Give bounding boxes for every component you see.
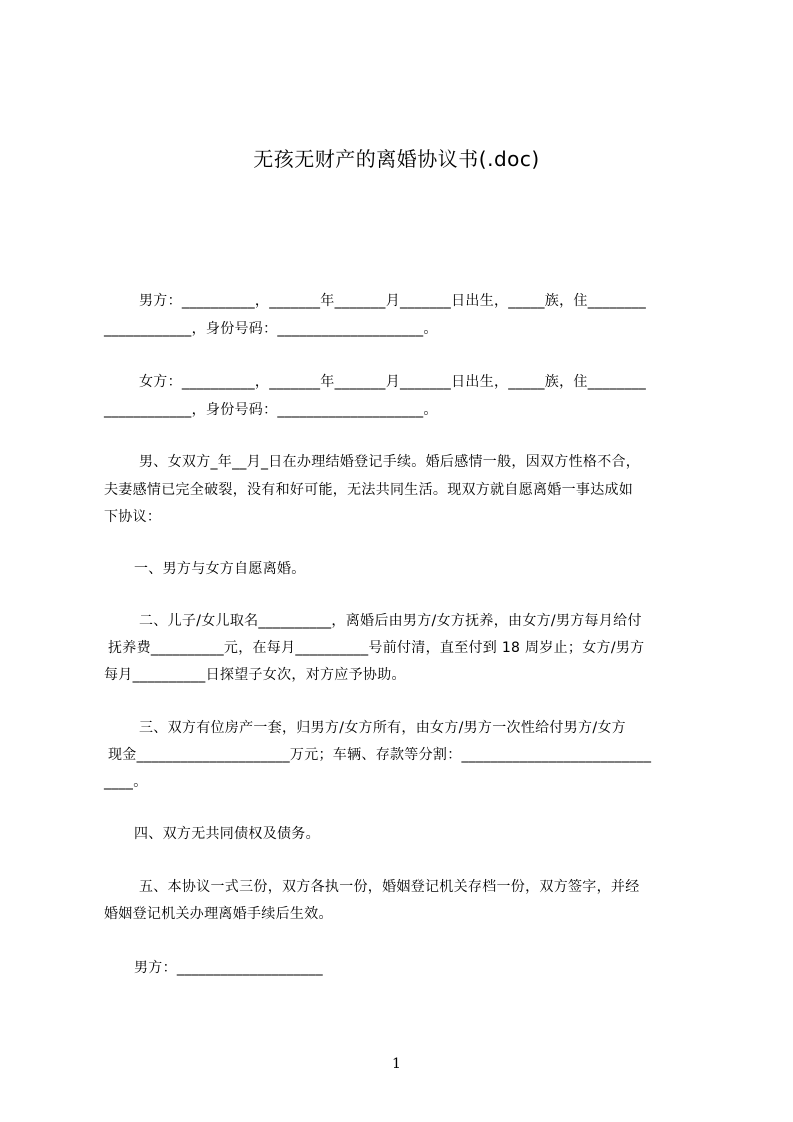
preamble-line-1: 男、女双方_年__月_日在办理结婚登记手续。婚后感情一般，因双方性格不合， <box>139 454 641 470</box>
clause-5-line-2: 婚姻登记机关办理离婚手续后生效。 <box>104 906 333 922</box>
male-signature-line: 男方：____________________ <box>134 960 323 976</box>
clause-5-line-1: 五、本协议一式三份，双方各执一份，婚姻登记机关存档一份，双方签字，并经 <box>139 879 640 895</box>
preamble-line-2: 夫妻感情已完全破裂，没有和好可能，无法共同生活。现双方就自愿离婚一事达成如 <box>104 482 634 498</box>
clause-2-line-2: 抚养费__________元，在每月__________号前付清，直至付到 18 周岁止；女方/男方 <box>108 640 645 656</box>
clause-2-line-3: 每月__________日探望子女次，对方应予协助。 <box>104 667 406 683</box>
male-party-line-1: 男方：__________，_______年_______月_______日出生，_____族，住________ <box>139 293 647 309</box>
male-party-line-2: ____________，身份号码：____________________。 <box>104 321 438 337</box>
clause-4: 四、双方无共同债权及债务。 <box>134 826 320 842</box>
page-number: 1 <box>392 1056 401 1072</box>
clause-3-line-2: 现金_____________________万元；车辆、存款等分割：__________________________ <box>108 747 652 763</box>
female-party-line-1: 女方：__________，_______年_______月_______日出生，_____族，住________ <box>139 374 647 390</box>
clause-3-line-3: ____。 <box>104 774 148 790</box>
clause-2-line-1: 二、儿子/女儿取名__________，离婚后由男方/女方抚养，由女方/男方每月给付 <box>139 613 642 629</box>
female-party-line-2: ____________，身份号码：____________________。 <box>104 402 438 418</box>
document-title: 无孩无财产的离婚协议书(.doc) <box>253 147 540 171</box>
preamble-line-3: 下协议： <box>104 509 162 525</box>
clause-3-line-1: 三、双方有位房产一套，归男方/女方所有，由女方/男方一次性给付男方/女方 <box>139 720 626 736</box>
clause-1: 一、男方与女方自愿离婚。 <box>134 561 306 577</box>
